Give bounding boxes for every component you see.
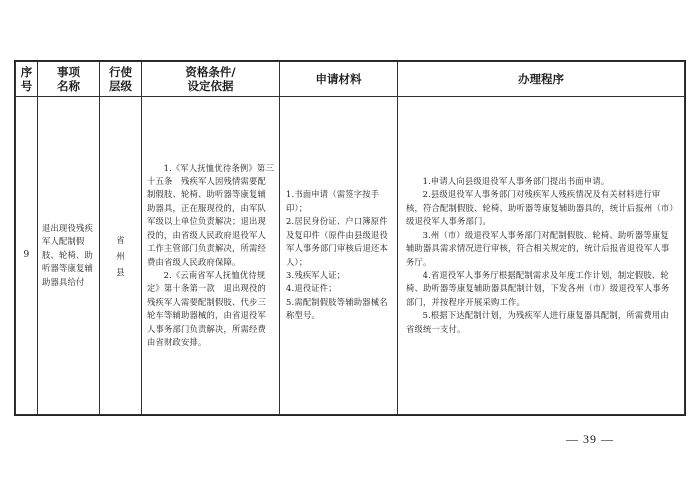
header-no: 序 号	[16, 62, 38, 97]
header-procedure: 办理程序	[398, 62, 685, 97]
table-header-row	[16, 62, 685, 97]
item-name: 退出现役残疾军人配制假肢、轮椅、助听器等康复辅助器具给付	[38, 97, 100, 415]
header-materials: 申请材料	[280, 62, 398, 97]
procedure-step-5: 5.根据下达配制计划，为残疾军人进行康复器具配制，所需费用由省级统一支付。	[406, 310, 669, 334]
page-number: — 39 —	[566, 432, 614, 446]
basis-paragraph-2: 2.《云南省军人抚恤优待规定》第十条第一款 退出现役的残疾军人需要配制假肢、代步三轮车等辅助器械的，由省退役军人事务部门负责解决，所需经费由省财政安排。	[147, 269, 266, 347]
procedure-step-2: 2.县级退役军人事务部门对残疾军人残疾情况及有关材料进行审核，符合配制假肢、轮椅、助听器等康复辅助器具的，统计后报州（市）级退役军人事务部门。	[406, 189, 674, 227]
basis-paragraph-1: 1.《军人抚恤优待条例》第三十五条 残疾军人因残情需要配制假肢、轮椅、助听器等康复辅助器具，正在服现役的，由军队军级以上单位负责解决；退出现役的，由省级人民政府退役军人工作主管部门负责解决，所需经费由省级人民政府保障。	[147, 162, 274, 267]
procedure-cell	[398, 97, 685, 415]
material-item-5: 5.需配制假肢等辅助器械名称型号。	[286, 296, 388, 321]
material-item-3: 3.残疾军人证；	[286, 269, 346, 280]
basis-cell	[142, 97, 280, 415]
service-table-frame	[14, 60, 686, 416]
table-row	[16, 97, 685, 415]
exercise-level: 省 州 县	[100, 97, 142, 415]
procedure-step-1: 1.申请人向县级退役军人事务部门提出书面申请。	[422, 176, 610, 187]
row-number: 9	[16, 97, 38, 415]
procedure-step-4: 4.省退役军人事务厅根据配制需求及年度工作计划，制定假肢、轮椅、助听器等康复辅助器具配制计划，下发各州（市）级退役军人事务部门，并按程序开展采购工作。	[406, 269, 670, 307]
page-number-footer	[0, 432, 700, 447]
procedure-step-3: 3.州（市）级退役军人事务部门对配制假肢、轮椅、助听器等康复辅助器具需求情况进行审核，符合相关规定的，统计后报省退役军人事务厅。	[406, 229, 670, 267]
header-item-name: 事项 名称	[38, 62, 100, 97]
material-item-1: 1.书面申请（需签字按手印）；	[286, 189, 380, 213]
materials-cell	[280, 97, 398, 415]
header-basis: 资格条件/ 设定依据	[142, 62, 280, 97]
material-item-4: 4.退役证件；	[286, 283, 337, 294]
material-item-2: 2.居民身份证、户口簿原件及复印件（原件由县级退役军人事务部门审核后退还本人）；	[286, 216, 388, 267]
service-table	[15, 61, 685, 415]
header-level: 行使 层级	[100, 62, 142, 97]
